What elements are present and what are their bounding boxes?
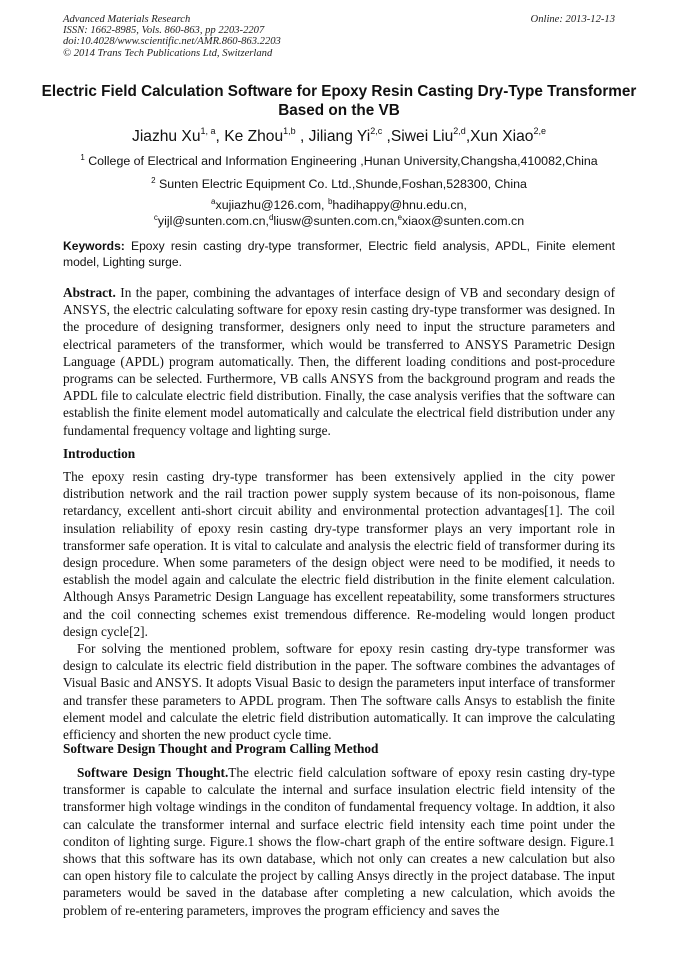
paragraph: [63, 764, 615, 919]
paragraph: The epoxy resin casting dry-type transformer has been extensively applied in the city power distribution network and the rail traction power supply system because of its non-poisonous, flame retardancy, excellent anti-short circuit ability and environmental protection advantages[1]. The coil insulation reliability of epoxy resin casting dry-type transformer plays an very important role in transformer safe operation. It is vital to calculate and analysis the electric field of transformer during its design procedure. When some parameters of the design object were need to be modified, it needs to establish the model again and calculate the electric field distribution in the finite element calculation. Although Ansys Parametric Design Language has excellent repeatability, some transformers structures and the coil connecting schemes exist tremendous difference. Re-modeling would longen product design cycle[2].: [63, 469, 615, 639]
author-name: Jiazhu Xu: [132, 128, 201, 145]
affiliation-1: [40, 154, 638, 169]
introduction-body: [63, 468, 615, 743]
copyright-line: © 2014 Trans Tech Publications Ltd, Switzerland: [63, 47, 273, 59]
email-address[interactable]: xujiazhu@126.com,: [215, 198, 328, 212]
section-heading-introduction: Introduction: [63, 446, 136, 461]
author-affil-marker: 2,e: [533, 126, 546, 136]
author-separator: ,: [295, 128, 309, 145]
doi-line: doi:10.4028/www.scientific.net/AMR.860-863.2203: [63, 36, 281, 48]
section-heading-software-design: Software Design Thought and Program Calling Method: [63, 741, 379, 756]
affiliation-marker: 1: [80, 153, 85, 162]
keywords-label: Keywords:: [63, 239, 125, 253]
author-separator: ,: [465, 128, 471, 145]
paper-title: Electric Field Calculation Software for Epoxy Resin Casting Dry-Type Transformer Based on the VB: [41, 83, 637, 119]
email-marker: a: [211, 197, 216, 206]
email-line-1: [40, 198, 638, 214]
author-affil-marker: 2,c: [370, 126, 383, 136]
keywords: [63, 239, 615, 270]
author-affil-marker: 2,d: [453, 126, 466, 136]
author-affil-marker: 1, a: [200, 126, 216, 136]
email-marker: c: [153, 212, 158, 222]
author-name: Siwei Liu: [390, 128, 454, 145]
email-marker: d: [268, 212, 274, 222]
email-address[interactable]: xiaox@sunten.com.cn: [402, 213, 525, 228]
online-date: Online: 2013-12-13: [530, 14, 615, 25]
author-name: Xun Xiao: [470, 128, 534, 145]
author-name: Jiliang Yi: [308, 128, 371, 145]
affiliation-text: Sunten Electric Equipment Co. Ltd.,Shunde,Foshan,528300, China: [155, 177, 527, 191]
journal-name: Advanced Materials Research: [63, 14, 191, 25]
abstract-text: In the paper, combining the advantages of interface design of VB and secondary design of ANSYS, the electric calculating software for epoxy resin casting dry-type transformer was designed. In the procedure of designing transformer, designers only need to input the structure parameters and electrical parameters of the transformer, which would be transferred to ANSYS Parametric Design Language (APDL) program automatically. Then, the different loading conditions and post-procedure programs can be selected. Furthermore, VB calls ANSYS from the background program and reads the APDL file to calculate electric field distribution. Finally, the case analysis verifies that the software can establish the finite element model automatically and calculate the electrical field distribution under any fundamental frequency voltage and lighting surge.: [63, 285, 615, 438]
email-address[interactable]: liusw@sunten.com.cn,: [273, 213, 398, 228]
email-list: [40, 198, 638, 229]
abstract-label: Abstract.: [63, 285, 116, 300]
software-design-body: [63, 764, 615, 919]
journal-header: [63, 14, 615, 59]
keywords-text: Epoxy resin casting dry-type transformer, Electric field analysis, APDL, Finite element model, Lighting surge.: [63, 239, 615, 269]
author-separator: ,: [215, 128, 225, 145]
email-address[interactable]: hadihappy@hnu.edu.cn,: [332, 198, 467, 212]
issn-line: ISSN: 1662-8985, Vols. 860-863, pp 2203-2207: [63, 25, 265, 37]
email-marker: b: [327, 197, 333, 206]
author-list: [40, 127, 638, 147]
paragraph-text: The electric field calculation software of epoxy resin casting dry-type transformer is capable to calculate the internal and surface insulation electric field intensity of the transformer high voltage windings in the conditon of fundamental frequency voltage. In addtion, it also can calculate the transformer internal and surface electric field intensity each time point under the conditon of lighting surge. Figure.1 shows the flow-chart graph of the entire software design. Figure.1 shows that this software has its own database, which not only can creates a new calculation but also can open history file to calculate the project by calling Ansys directly in the project database. The input parameters would be saved in the database after completing a new calculation, which avoids the problem of re-entering parameters, improves the program efficiency and saves the: [63, 765, 615, 918]
email-address[interactable]: yijl@sunten.com.cn,: [157, 213, 269, 228]
affiliation-2: [40, 177, 638, 192]
affiliation-marker: 2: [151, 176, 156, 185]
subsection-heading: Software Design Thought.: [77, 765, 229, 780]
email-marker: e: [397, 212, 403, 222]
email-line-2: [40, 214, 638, 230]
paragraph: For solving the mentioned problem, software for epoxy resin casting dry-type transformer was design to calculate its electric field distribution in the paper. The software combines the advantages of Visual Basic and ANSYS. It adopts Visual Basic to design the parameters input interface of transformer and transfer these parameters to APDL program. Then The software calls Ansys to establish the finite element model and calculate the eletric field distribution automatically. It can improve the calculating efficiency and shorten the new product cycle time.: [63, 641, 615, 743]
author-separator: ,: [382, 128, 391, 145]
author-name: Ke Zhou: [224, 128, 284, 145]
abstract: [63, 284, 615, 439]
author-affil-marker: 1,b: [283, 126, 296, 136]
affiliation-text: College of Electrical and Information Engineering ,Hunan University,Changsha,410082,China: [84, 154, 598, 168]
